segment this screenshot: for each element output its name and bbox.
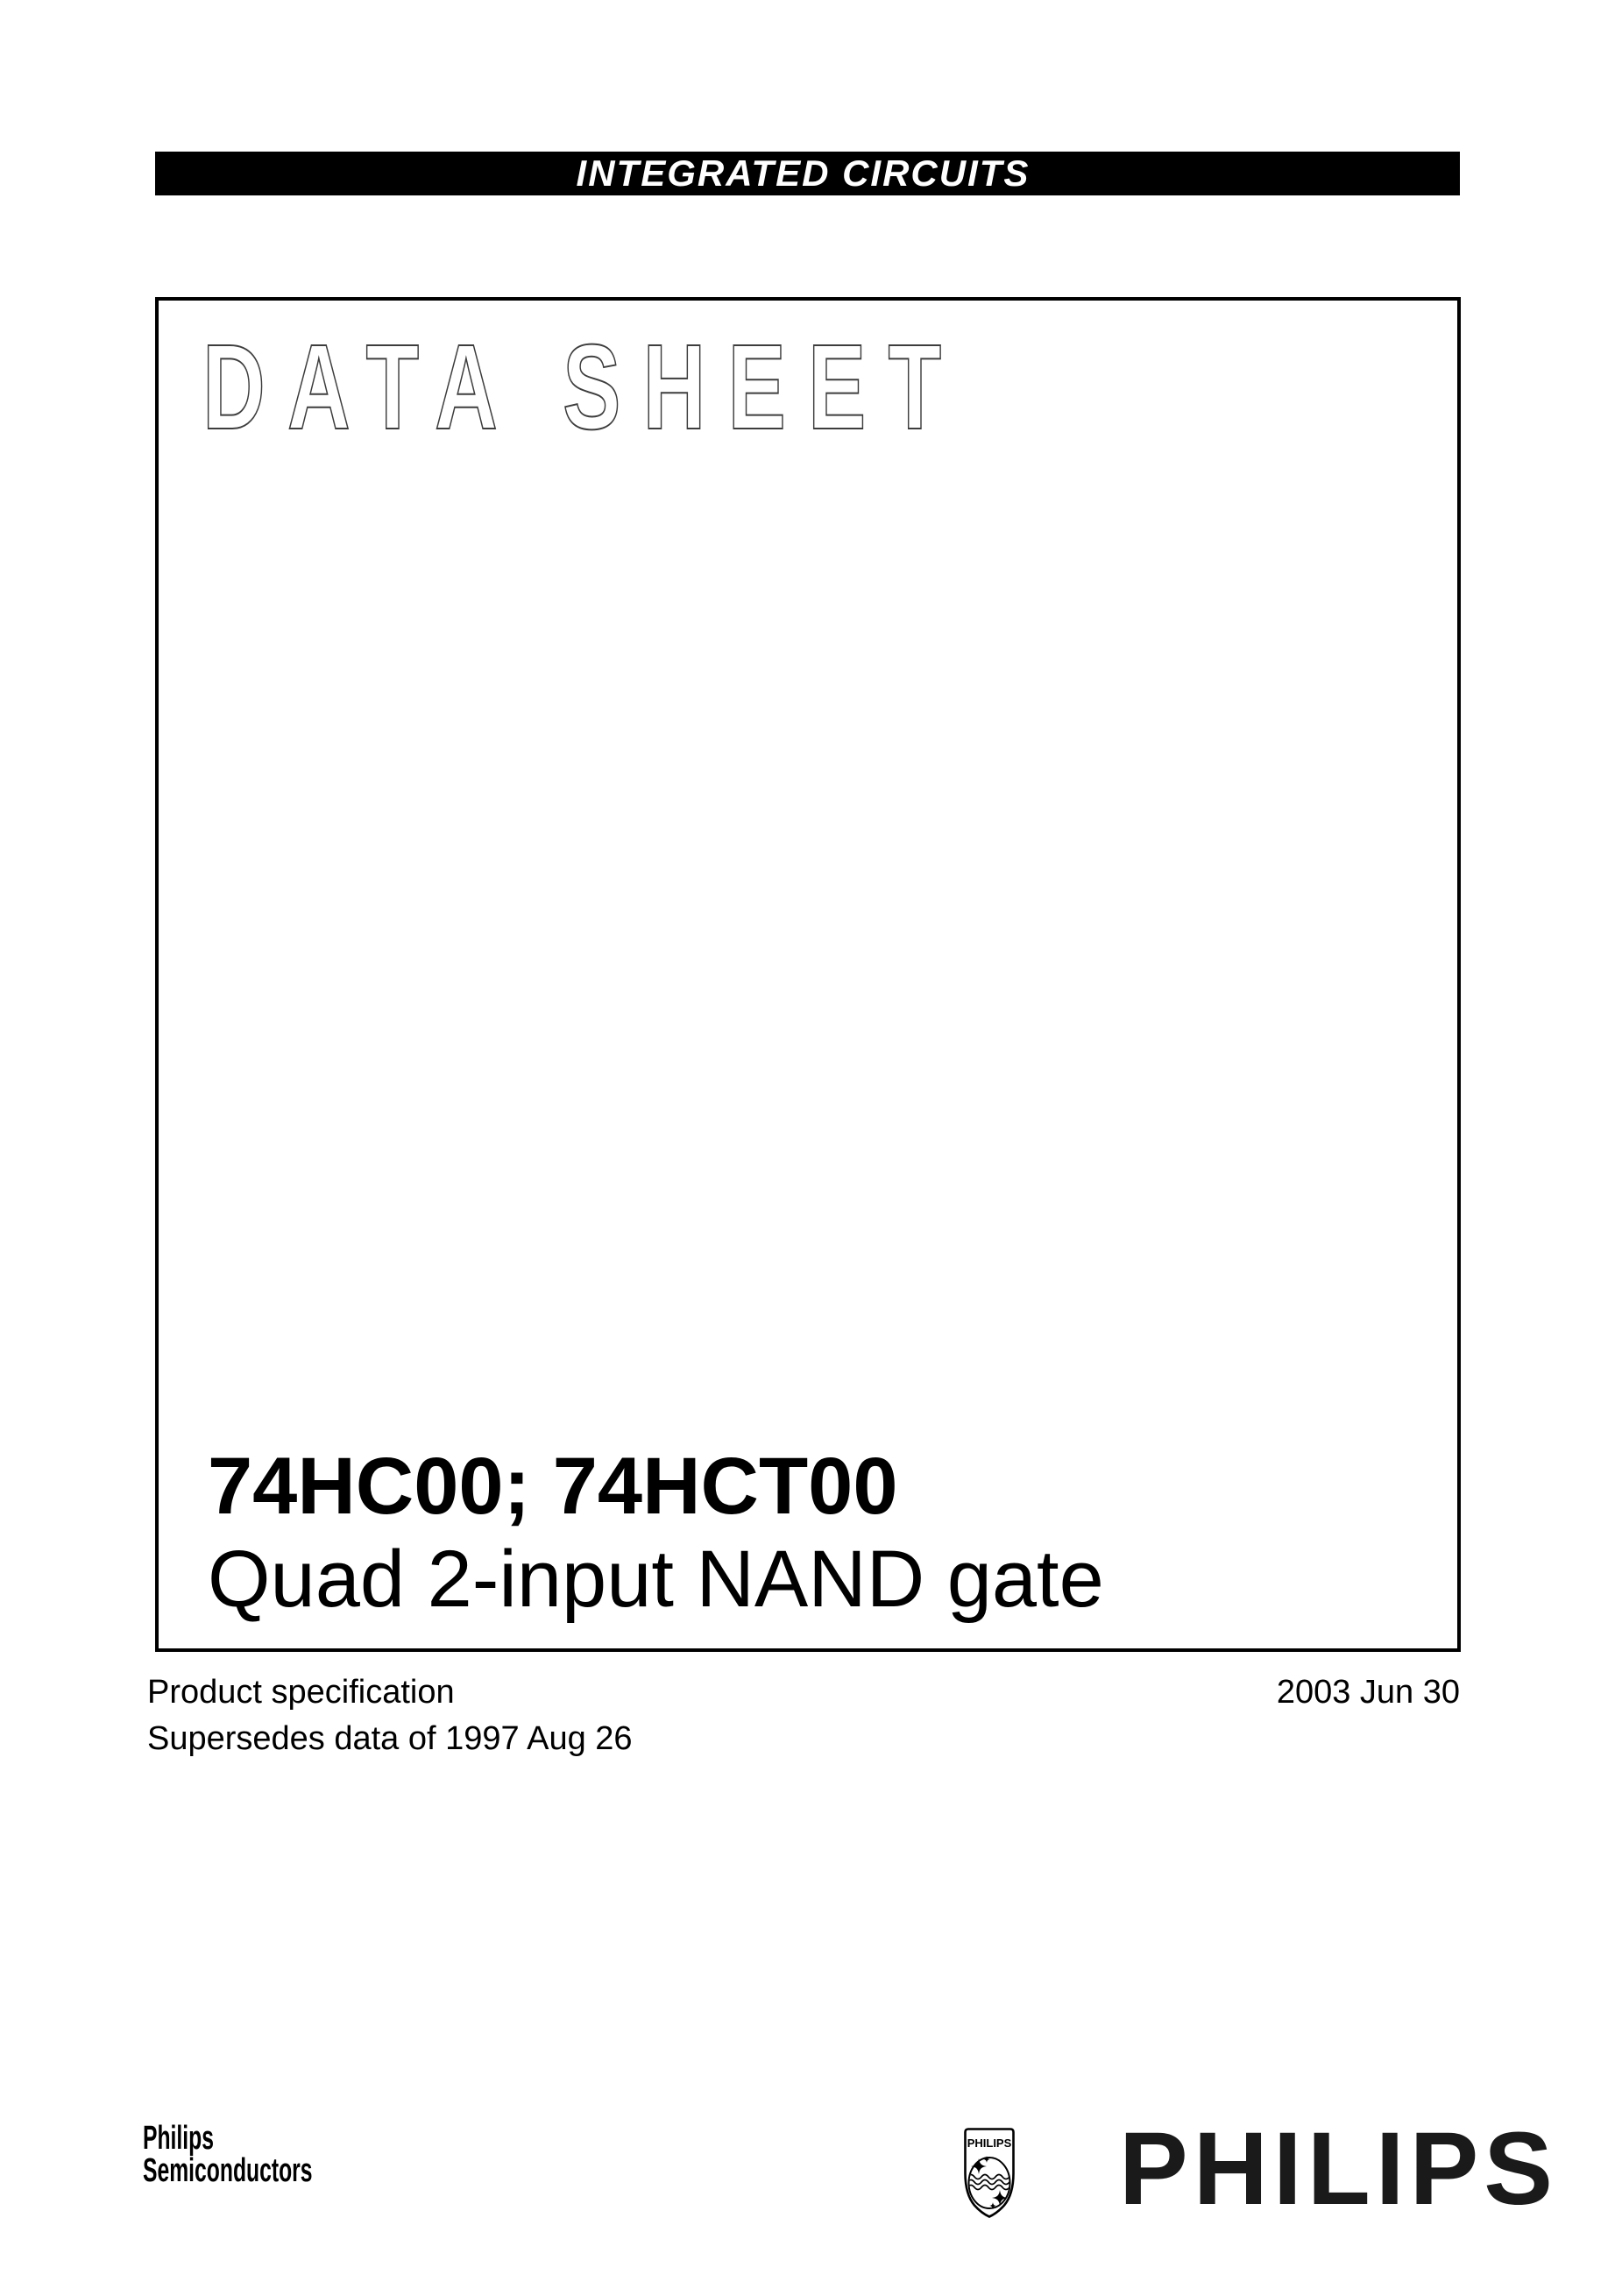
- philips-wordmark: PHILIPS: [1119, 2111, 1558, 2227]
- data-sheet-watermark: DATA SHEET: [202, 320, 964, 455]
- division-line1: Philips: [143, 2120, 214, 2157]
- spec-type-label: Product specification: [147, 1674, 455, 1711]
- division-name: [143, 2122, 313, 2187]
- shield-brand-text: PHILIPS: [967, 2137, 1012, 2150]
- shield-waves: [967, 2175, 1009, 2190]
- division-line2: Semiconductors: [143, 2152, 313, 2189]
- integrated-circuits-banner: [155, 152, 1460, 195]
- product-title: Quad 2-input NAND gate: [208, 1534, 1104, 1624]
- spec-block: [147, 1669, 633, 1762]
- title-block: [208, 1440, 1104, 1626]
- philips-shield-icon: [964, 2128, 1015, 2218]
- banner-label: INTEGRATED CIRCUITS: [576, 152, 1031, 194]
- part-numbers-title: 74HC00; 74HCT00: [208, 1442, 898, 1531]
- cover-box: [155, 297, 1461, 1652]
- release-date: 2003 Jun 30: [1276, 1674, 1460, 1711]
- supersedes-label: Supersedes data of 1997 Aug 26: [147, 1720, 633, 1757]
- meta-row: [147, 1669, 1460, 1762]
